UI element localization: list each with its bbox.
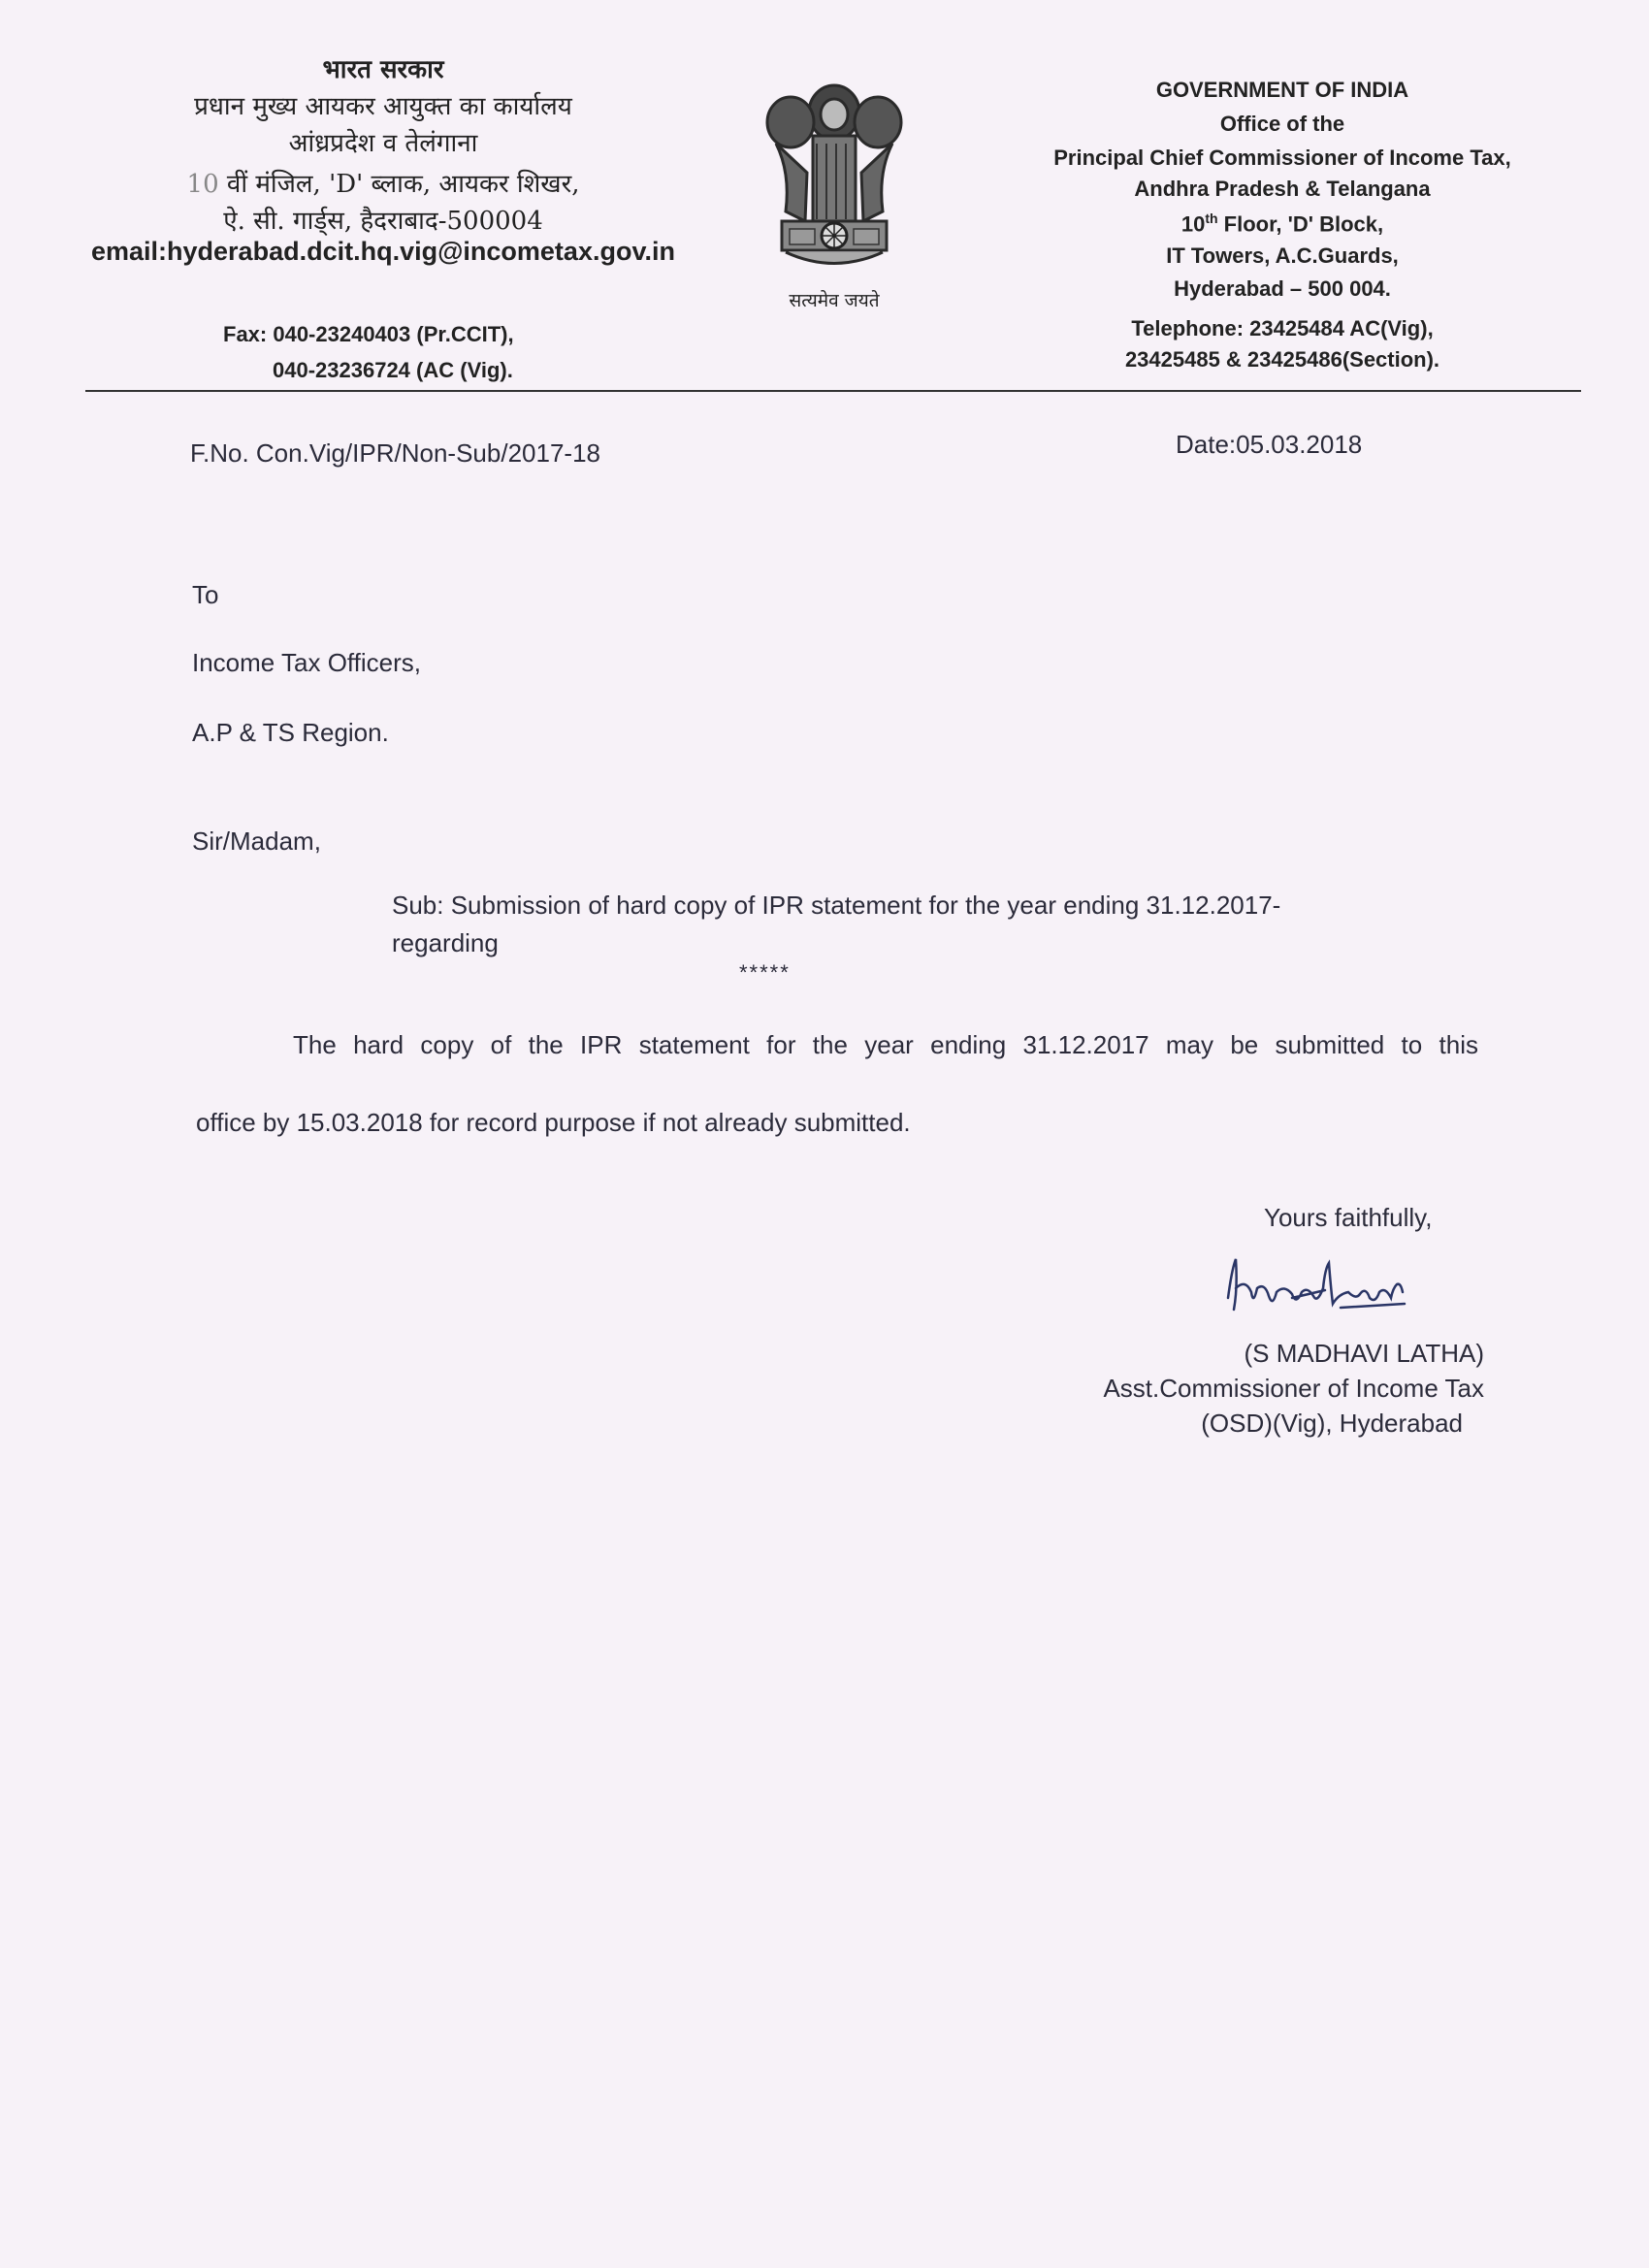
emblem-motto: सत्यमेव जयते xyxy=(789,290,880,311)
letterhead-divider xyxy=(85,390,1581,392)
letter-date: Date:05.03.2018 xyxy=(1176,430,1363,459)
hindi-office-title: प्रधान मुख्य आयकर आयुक्त का कार्यालय xyxy=(194,92,572,121)
addressee-line1: Income Tax Officers, xyxy=(192,648,422,677)
english-floor-line xyxy=(991,211,1573,237)
body-line1: The hard copy of the IPR statement for the year ending 31.12.2017 may be submitted to this xyxy=(293,1030,1478,1059)
floor-rest: Floor, 'D' Block, xyxy=(1217,211,1384,237)
closing: Yours faithfully, xyxy=(1264,1203,1433,1232)
body-line2: office by 15.03.2018 for record purpose if not already submitted. xyxy=(196,1108,911,1137)
hindi-address-rest: वीं मंजिल, 'D' ब्लाक, आयकर शिखर, xyxy=(226,170,580,199)
english-office-title: Principal Chief Commissioner of Income Tax, xyxy=(1053,146,1511,170)
english-gov-title: GOVERNMENT OF INDIA xyxy=(1155,78,1409,102)
to-label: To xyxy=(192,580,219,609)
salutation: Sir/Madam, xyxy=(192,826,321,856)
hindi-floor-number: 10 xyxy=(186,170,219,199)
office-email: email:hyderabad.dcit.hq.vig@incometax.gov.in xyxy=(91,237,675,266)
national-emblem-icon xyxy=(747,76,922,308)
english-city: Hyderabad – 500 004. xyxy=(1174,276,1391,301)
hindi-gov-title: भारत सरकार xyxy=(322,55,444,84)
subject-line1: Sub: Submission of hard copy of IPR statement for the year ending 31.12.2017- xyxy=(392,891,1281,920)
separator: ***** xyxy=(739,960,791,985)
floor-number: 10 xyxy=(1180,211,1206,237)
english-office-of: Office of the xyxy=(1219,112,1345,136)
english-region: Andhra Pradesh & Telangana xyxy=(1134,177,1431,201)
fax-line1: Fax: 040-23240403 (Pr.CCIT), xyxy=(223,322,514,346)
addressee-line2: A.P & TS Region. xyxy=(192,718,389,747)
telephone-line2: 23425485 & 23425486(Section). xyxy=(1124,347,1440,372)
hindi-address-line2: ऐ. सी. गार्ड्स, हैदराबाद-500004 xyxy=(223,207,543,236)
subject-line2: regarding xyxy=(392,928,499,957)
signatory-name: (S MADHAVI LATHA) xyxy=(1244,1339,1484,1368)
hindi-region: आंध्रप्रदेश व तेलंगाना xyxy=(288,129,478,158)
english-building: IT Towers, A.C.Guards, xyxy=(1166,243,1399,268)
fax-line2: 040-23236724 (AC (Vig). xyxy=(273,358,513,382)
file-number: F.No. Con.Vig/IPR/Non-Sub/2017-18 xyxy=(190,438,600,468)
signatory-designation1: Asst.Commissioner of Income Tax xyxy=(1103,1374,1484,1403)
signatory-designation2: (OSD)(Vig), Hyderabad xyxy=(1201,1409,1463,1438)
signature-icon xyxy=(1224,1249,1515,1327)
floor-suffix: th xyxy=(1205,211,1218,226)
hindi-address-line1 xyxy=(112,165,655,200)
telephone-line1: Telephone: 23425484 AC(Vig), xyxy=(1131,316,1434,340)
